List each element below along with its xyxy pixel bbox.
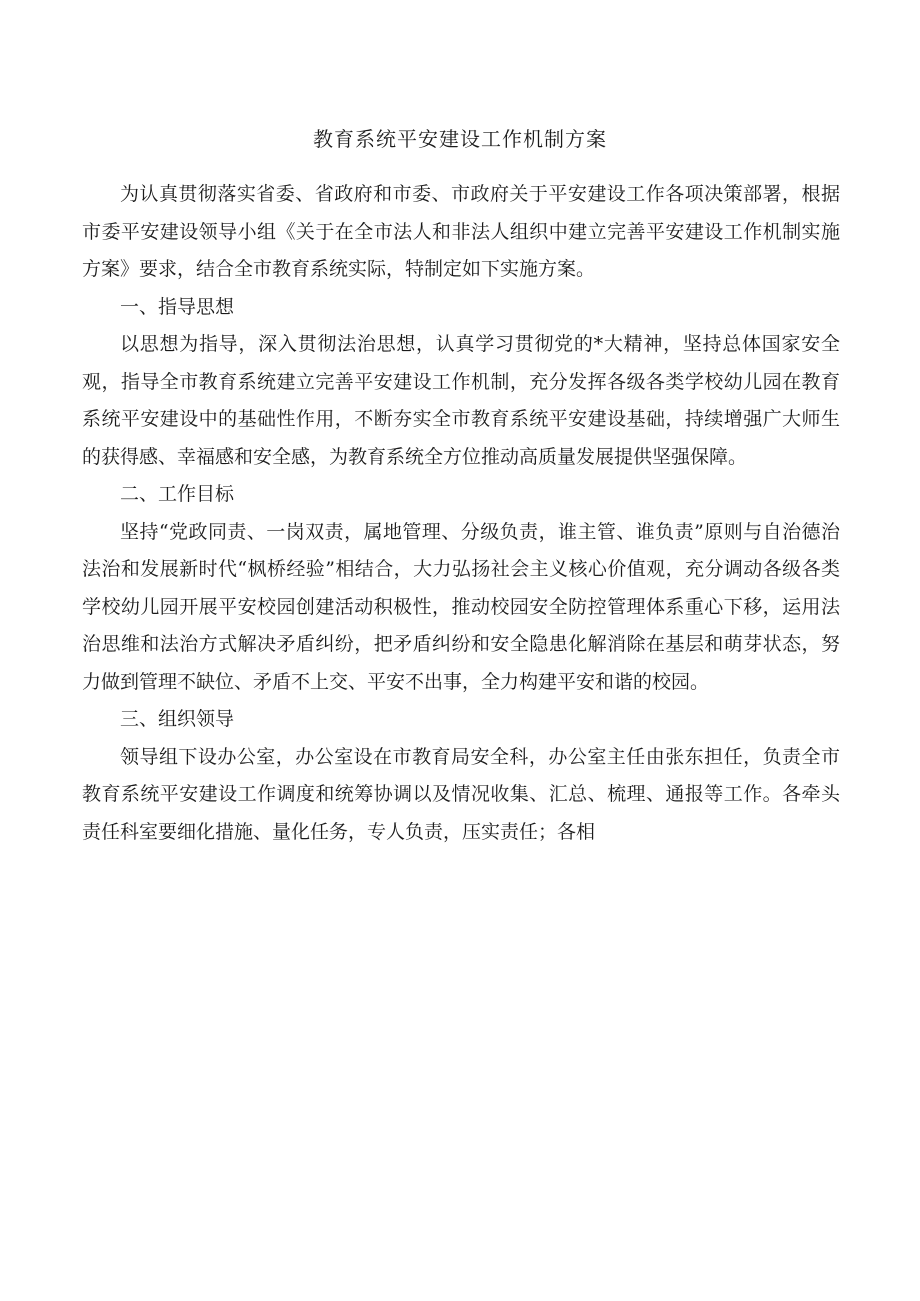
work-goals-paragraph: 坚持“党政同责、一岗双责，属地管理、分级负责，谁主管、谁负责”原则与自治德治法治和发展新时代“枫桥经验”相结合，大力弘扬社会主义核心价值观，充分调动各级各类学校幼儿园开展平安校园创建活动积极性，推动校园安全防控管理体系重心下移，运用法治思维和法治方式解决矛盾纠纷，把矛盾纠纷和安全隐患化解消除在基层和萌芽状态，努力做到管理不缺位、矛盾不上交、平安不出事，全力构建平安和谐的校园。 <box>82 520 840 693</box>
document-body <box>82 176 840 851</box>
section-heading-guiding-ideology: 一、指导思想 <box>120 295 235 318</box>
document-title: 教育系统平安建设工作机制方案 <box>313 127 607 151</box>
organization-paragraph: 领导组下设办公室，办公室设在市教育局安全科，办公室主任由张东担任，负责全市教育系统平安建设工作调度和统筹协调以及情况收集、汇总、梳理、通报等工作。各牵头责任科室要细化措施、量化任务，专人负责，压实责任；各相 <box>82 745 840 843</box>
guiding-ideology-paragraph: 以思想为指导，深入贯彻法治思想，认真学习贯彻党的*大精神，坚持总体国家安全观，指导全市教育系统建立完善平安建设工作机制，充分发挥各级各类学校幼儿园在教育系统平安建设中的基础性作用，不断夯实全市教育系统平安建设基础，持续增强广大师生的获得感、幸福感和安全感，为教育系统全方位推动高质量发展提供坚强保障。 <box>82 333 840 468</box>
section-heading-work-goals: 二、工作目标 <box>120 483 235 505</box>
section-heading-organization: 三、组织领导 <box>120 708 235 730</box>
intro-paragraph: 为认真贯彻落实省委、省政府和市委、市政府关于平安建设工作各项决策部署，根据市委平安建设领导小组《关于在全市法人和非法人组织中建立完善平安建设工作机制实施方案》要求，结合全市教育系统实际，特制定如下实施方案。 <box>82 183 840 280</box>
